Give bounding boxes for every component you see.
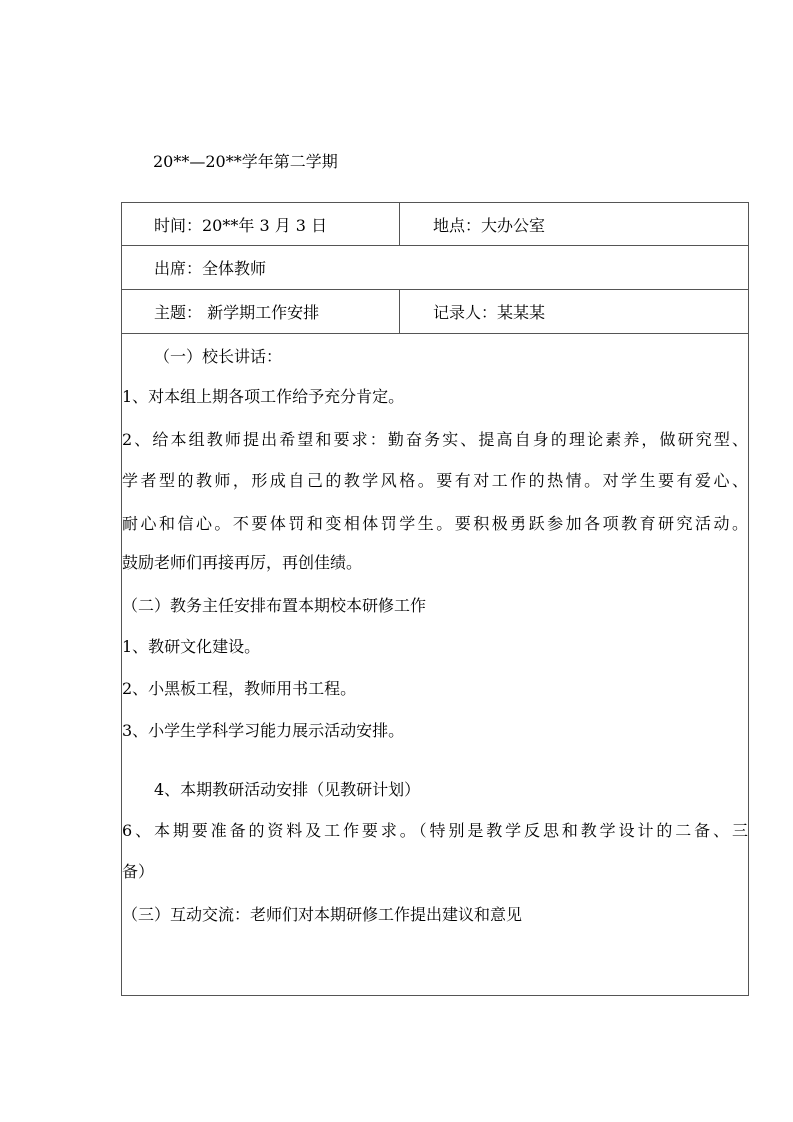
document-heading: 20**—20**学年第二学期 — [153, 152, 338, 171]
row-time-location — [122, 203, 748, 246]
row-attendance — [122, 246, 748, 290]
content-line: 2、小黑板工程，教师用书工程。 — [122, 679, 357, 698]
section-heading: （二）教务主任安排布置本期校本研修工作 — [122, 596, 427, 615]
content-line: 学者型的教师，形成自己的教学风格。要有对工作的热情。对学生要有爱心、 — [122, 471, 748, 490]
content-line: 6、本期要准备的资料及工作要求。（特别是教学反思和教学设计的二备、三 — [122, 821, 748, 840]
content-line: 耐心和信心。不要体罚和变相体罚学生。要积极勇跃参加各项教育研究活动。 — [122, 514, 748, 533]
row-topic-recorder — [122, 290, 748, 334]
section-heading: （一）校长讲话： — [154, 347, 283, 366]
location-cell: 地点：大办公室 — [433, 215, 546, 235]
content-line: 3、小学生学科学习能力展示活动安排。 — [122, 721, 405, 740]
content-cell — [122, 334, 748, 995]
content-line: 1、对本组上期各项工作给予充分肯定。 — [122, 387, 405, 406]
section-heading: （三）互动交流：老师们对本期研修工作提出建议和意见 — [122, 905, 523, 924]
content-line: 2、给本组教师提出希望和要求：勤奋务实、提高自身的理论素养，做研究型、 — [122, 430, 748, 449]
meeting-record-table — [121, 202, 749, 996]
content-line: 鼓励老师们再接再厉，再创佳绩。 — [122, 553, 363, 572]
content-line: 备） — [122, 862, 155, 881]
topic-cell: 主题： 新学期工作安排 — [154, 303, 320, 322]
content-line: 4、本期教研活动安排（见教研计划） — [154, 780, 421, 799]
recorder-cell: 记录人：某某某 — [433, 303, 546, 322]
time-cell: 时间：20**年 3 月 3 日 — [154, 215, 328, 235]
content-line: 1、教研文化建设。 — [122, 637, 261, 656]
attendance-cell: 出席：全体教师 — [154, 259, 267, 278]
column-divider — [399, 290, 400, 333]
column-divider — [399, 203, 400, 245]
